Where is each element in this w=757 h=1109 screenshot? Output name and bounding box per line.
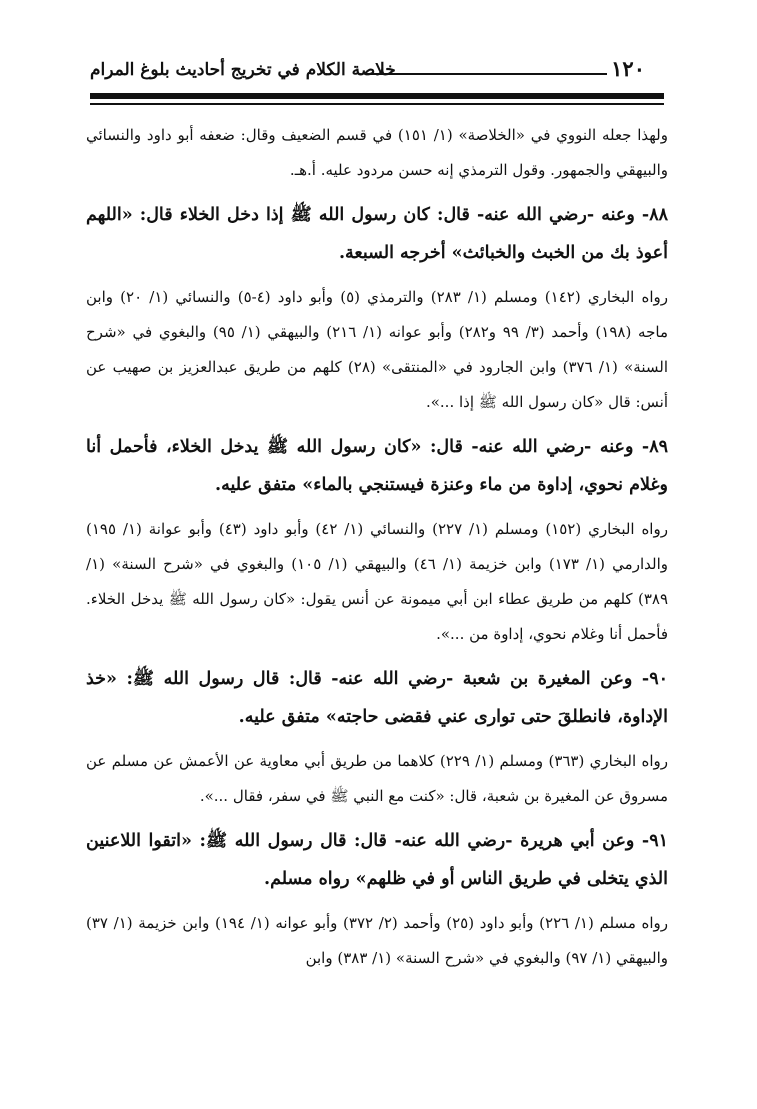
running-header [90, 56, 645, 86]
header-dash [365, 73, 607, 75]
takhrij-89: رواه البخاري (١٥٢) ومسلم (١/ ٢٢٧) والنسائي (١/ ٤٢) وأبو داود (٤٣) وأبو عوانة (١/ ١٩٥) والدارمي (١/ ١٧٣) وابن خزيمة (١/ ٤٦) والبيهقي (١/ ١٠٥) والبغوي في «شرح السنة» (١/ ٣٨٩) كلهم من طريق عطاء ابن أبي ميمونة عن أنس يقول: «كان رسول الله ﷺ يدخل الخلاء. فأحمل أنا وغلام نحوي، إداوة من ...». [86, 520, 668, 643]
page-body [86, 118, 668, 984]
hadith-89: ٨٩- وعنه -رضي الله عنه- قال: «كان رسول الله ﷺ يدخل الخلاء، فأحمل أنا وغلام نحوي، إداوة من ماء وعنزة فيستنجي بالماء» متفق عليه. [86, 437, 668, 495]
paragraph-commentary: ولهذا جعله النووي في «الخلاصة» (١/ ١٥١) في قسم الضعيف وقال: ضعفه أبو داود والنسائي والبيهقي والجمهور. وقول الترمذي إنه حسن مردود عليه. أ.هـ. [86, 126, 668, 179]
running-title: خلاصة الكلام في تخريج أحاديث بلوغ المرام [90, 60, 396, 80]
header-rule-thin [90, 103, 664, 105]
page-number: ١٢٠ [611, 56, 645, 81]
hadith-88: ٨٨- وعنه -رضي الله عنه- قال: كان رسول الله ﷺ إذا دخل الخلاء قال: «اللهم أعوذ بك من الخبث والخبائث» أخرجه السبعة. [86, 205, 668, 263]
header-rule-thick [90, 93, 664, 99]
takhrij-90: رواه البخاري (٣٦٣) ومسلم (١/ ٢٢٩) كلاهما من طريق أبي معاوية عن الأعمش عن مسلم عن مسروق عن المغيرة بن شعبة، قال: «كنت مع النبي ﷺ في سفر، فقال ...». [86, 752, 668, 805]
hadith-91: ٩١- وعن أبي هريرة -رضي الله عنه- قال: قال رسول الله ﷺ: «اتقوا اللاعنين الذي يتخلى في طريق الناس أو في ظلهم» رواه مسلم. [86, 831, 668, 889]
takhrij-88: رواه البخاري (١٤٢) ومسلم (١/ ٢٨٣) والترمذي (٥) وأبو داود (٤-٥) والنسائي (١/ ٢٠) وابن ماجه (١٩٨) وأحمد (٣/ ٩٩ و٢٨٢) وأبو عوانه (١/ ٢١٦) والبيهقي (١/ ٩٥) والبغوي في «شرح السنة» (١/ ٣٧٦) وابن الجارود في «المنتقى» (٢٨) كلهم من طريق عبدالعزيز بن صهيب عن أنس: قال «كان رسول الله ﷺ إذا ...». [86, 288, 669, 411]
takhrij-91: رواه مسلم (١/ ٢٢٦) وأبو داود (٢٥) وأحمد (٢/ ٣٧٢) وأبو عوانه (١/ ١٩٤) وابن خزيمة (١/ ٣٧) والبيهقي (١/ ٩٧) والبغوي في «شرح السنة» (١/ ٣٨٣) وابن [86, 914, 669, 967]
hadith-90: ٩٠- وعن المغيرة بن شعبة -رضي الله عنه- قال: قال رسول الله ﷺ: «خذ الإداوة، فانطلقَ حتى توارى عني فقضى حاجته» متفق عليه. [86, 669, 668, 727]
